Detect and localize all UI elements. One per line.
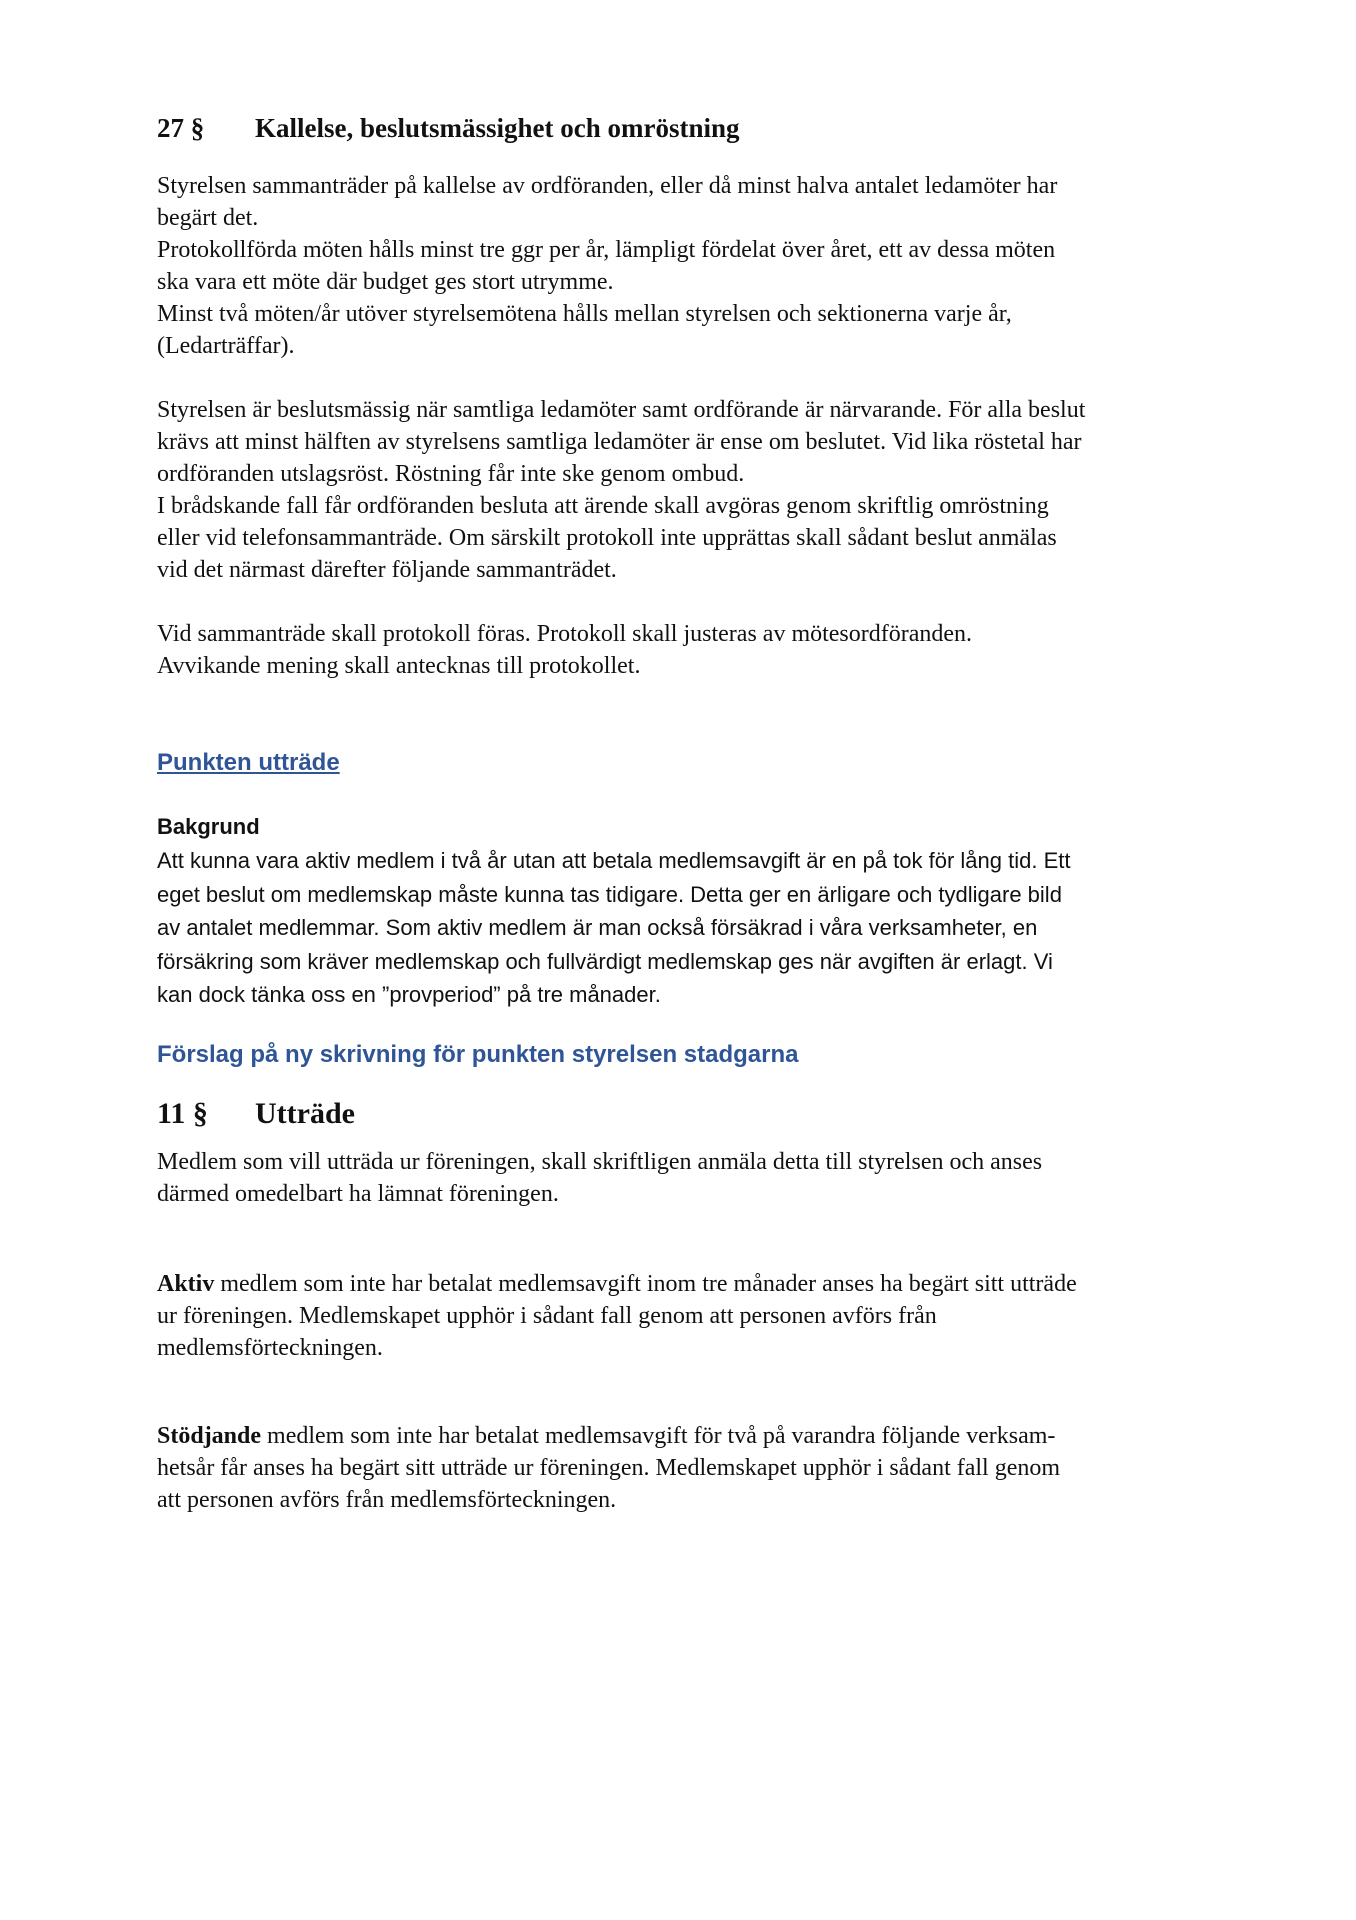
proposal-heading: Förslag på ny skrivning för punkten styrelsen stadgarna (157, 1040, 799, 1068)
text-line (157, 1420, 1237, 1452)
punkten-uttrade-heading: Punkten utträde (157, 749, 340, 776)
text-line: ordföranden utslagsröst. Röstning får inte ske genom ombud. (157, 461, 745, 487)
text-line: I brådskande fall får ordföranden besluta att ärende skall avgöras genom skriftlig omröstning (157, 493, 1049, 519)
section-11-number: 11 § (157, 1096, 208, 1130)
text-line: vid det närmast därefter följande sammanträdet. (157, 557, 617, 583)
section-27-paragraph-1 (157, 170, 1237, 362)
section-11-paragraph-1 (157, 1146, 1237, 1210)
section-27-heading (157, 108, 1237, 148)
aktiv-label: Aktiv (157, 1270, 215, 1297)
text-line: försäkring som kräver medlemskap och fullvärdigt medlemskap ges när avgiften är erlagt. Vi (157, 948, 1053, 974)
text-line: eget beslut om medlemskap måste kunna tas tidigare. Detta ger en ärligare och tydligare bild (157, 881, 1062, 907)
stodjande-label: Stödjande (157, 1422, 262, 1449)
text-line: Protokollförda möten hålls minst tre ggr per år, lämpligt fördelat över året, ett av dessa möten (157, 237, 1056, 263)
section-27-paragraph-2 (157, 394, 1237, 586)
text-line: därmed omedelbart ha lämnat föreningen. (157, 1180, 559, 1207)
text-line: medlemsförteckningen. (157, 1334, 383, 1361)
section-11-title: Utträde (255, 1096, 355, 1130)
bakgrund-paragraph (157, 844, 1237, 1012)
text-line: ska vara ett möte där budget ges stort utrymme. (157, 269, 614, 295)
text-line: begärt det. (157, 205, 259, 231)
section-27-title: Kallelse, beslutsmässighet och omröstning (255, 113, 740, 143)
stodjande-text: medlem som inte har betalat medlemsavgift för två på varandra följande verksam- (261, 1422, 1056, 1449)
text-line: eller vid telefonsammanträde. Om särskilt protokoll inte upprättas skall sådant beslut anmälas (157, 525, 1057, 551)
text-line: Styrelsen är beslutsmässig när samtliga ledamöter samt ordförande är närvarande. För alla beslut (157, 397, 1086, 423)
text-line: Avvikande mening skall antecknas till protokollet. (157, 653, 641, 679)
text-line: ur föreningen. Medlemskapet upphör i sådant fall genom att personen avförs från (157, 1302, 937, 1329)
section-27-paragraph-3 (157, 618, 1237, 682)
aktiv-text: medlem som inte har betalat medlemsavgift inom tre månader anses ha begärt sitt utträde (214, 1270, 1077, 1297)
text-line: Medlem som vill utträda ur föreningen, skall skriftligen anmäla detta till styrelsen och anses (157, 1148, 1043, 1175)
text-line: kan dock tänka oss en ”provperiod” på tre månader. (157, 982, 661, 1007)
text-line: Styrelsen sammanträder på kallelse av ordföranden, eller då minst halva antalet ledamöter har (157, 173, 1058, 199)
text-line: att personen avförs från medlemsförteckningen. (157, 1486, 617, 1513)
text-line: Att kunna vara aktiv medlem i två år utan att betala medlemsavgift är en på tok för lång tid. Ett (157, 848, 1071, 873)
aktiv-paragraph (157, 1268, 1237, 1364)
stodjande-paragraph (157, 1420, 1237, 1516)
section-11-heading (157, 1094, 1237, 1134)
page-content (157, 108, 1237, 1516)
text-line: (Ledarträffar). (157, 333, 295, 359)
section-27-number: 27 § (157, 113, 205, 143)
bakgrund-label: Bakgrund (157, 814, 260, 839)
text-line: av antalet medlemmar. Som aktiv medlem är man också försäkrad i våra verksamheter, en (157, 915, 1038, 940)
text-line: krävs att minst hälften av styrelsens samtliga ledamöter är ense om beslutet. Vid lika röstetal har (157, 429, 1082, 455)
text-line: Minst två möten/år utöver styrelsemötena hålls mellan styrelsen och sektionerna varje år, (157, 301, 1012, 327)
text-line: Vid sammanträde skall protokoll föras. Protokoll skall justeras av mötesordföranden. (157, 621, 973, 647)
text-line (157, 1268, 1237, 1300)
text-line: hetsår får anses ha begärt sitt utträde ur föreningen. Medlemskapet upphör i sådant fall genom (157, 1454, 1061, 1481)
